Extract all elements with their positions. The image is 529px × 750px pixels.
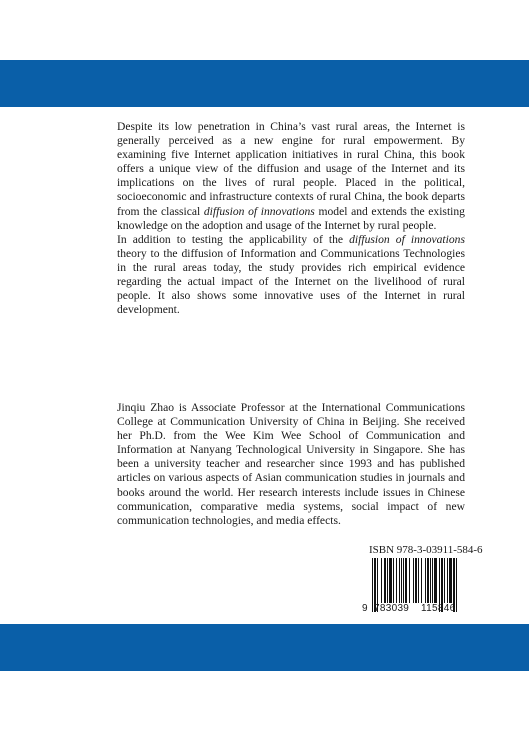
barcode-bar — [432, 558, 433, 603]
barcode-bar — [399, 558, 400, 603]
barcode-bar — [427, 558, 429, 603]
barcode-bar — [387, 558, 388, 603]
barcode-bar — [393, 558, 394, 603]
barcode-bar — [418, 558, 419, 603]
description-paragraph-2: In addition to testing the applicability of the diffusion of innovations theory to the diffusion of Information and Communications Technologies in the rural areas today, the study provides rich empirical evidence regarding the actual impact of the Internet on the livelihood of rural people. It also shows some innovative uses of the Internet in rural development. — [117, 232, 465, 317]
book-description — [117, 120, 465, 317]
barcode-bar — [421, 558, 422, 603]
barcode-bar — [372, 558, 373, 612]
barcode-bar — [403, 558, 404, 603]
bottom-color-band — [0, 624, 529, 671]
barcode-bar — [384, 558, 386, 603]
barcode-bar — [434, 558, 437, 603]
author-bio: Jinqiu Zhao is Associate Professor at the International Communications College at Communication University of China in Beijing. She received her Ph.D. from the Wee Kim Wee School of Communication and Information at Nanyang Technological University in Singapore. She has been a university teacher and researcher since 1993 and has published articles on various aspects of Asian communication studies in journals and books around the world. Her research interests include issues in Chinese communication, comparative media systems, social impact of new communication technologies, and media effects. — [117, 401, 465, 527]
top-color-band — [0, 60, 529, 107]
barcode-bar — [401, 558, 402, 603]
emphasis-diffusion-of-innovations: diffusion of innovations — [349, 232, 465, 246]
barcode-bar — [447, 558, 448, 603]
barcode-bar — [405, 558, 407, 603]
barcode-bar — [430, 558, 431, 603]
barcode-digit-group-1: 783039 — [374, 603, 410, 614]
barcode-bar — [425, 558, 426, 603]
barcode-bar — [415, 558, 417, 603]
emphasis-diffusion-of-innovations: diffusion of innovations — [203, 204, 315, 218]
barcode-digit-group-2: 115846 — [421, 603, 456, 614]
barcode-digit-lead: 9 — [362, 603, 368, 614]
isbn-label: ISBN 978-3-03911-584-6 — [369, 544, 483, 556]
barcode-bar — [444, 558, 445, 603]
barcode-bar — [409, 558, 410, 603]
description-paragraph-1: Despite its low penetration in China’s vast rural areas, the Internet is generally perceived as a new engine for rural empowerment. By examining five Internet application initiatives in rural China, this book offers a unique view of the diffusion and usage of the Internet and its implications on the lives of rural people. Placed in the political, socioeconomic and infrastructure contexts of rural China, the book departs from the classical diffusion of innovations model and extends the existing knowledge on the adoption and usage of the Internet by rural people. — [117, 120, 465, 232]
barcode-bar — [413, 558, 414, 603]
barcode-bar — [389, 558, 392, 603]
barcode-bar — [449, 558, 452, 603]
barcode-bar — [396, 558, 397, 603]
barcode-bar — [381, 558, 382, 603]
barcode-bar — [456, 558, 457, 612]
